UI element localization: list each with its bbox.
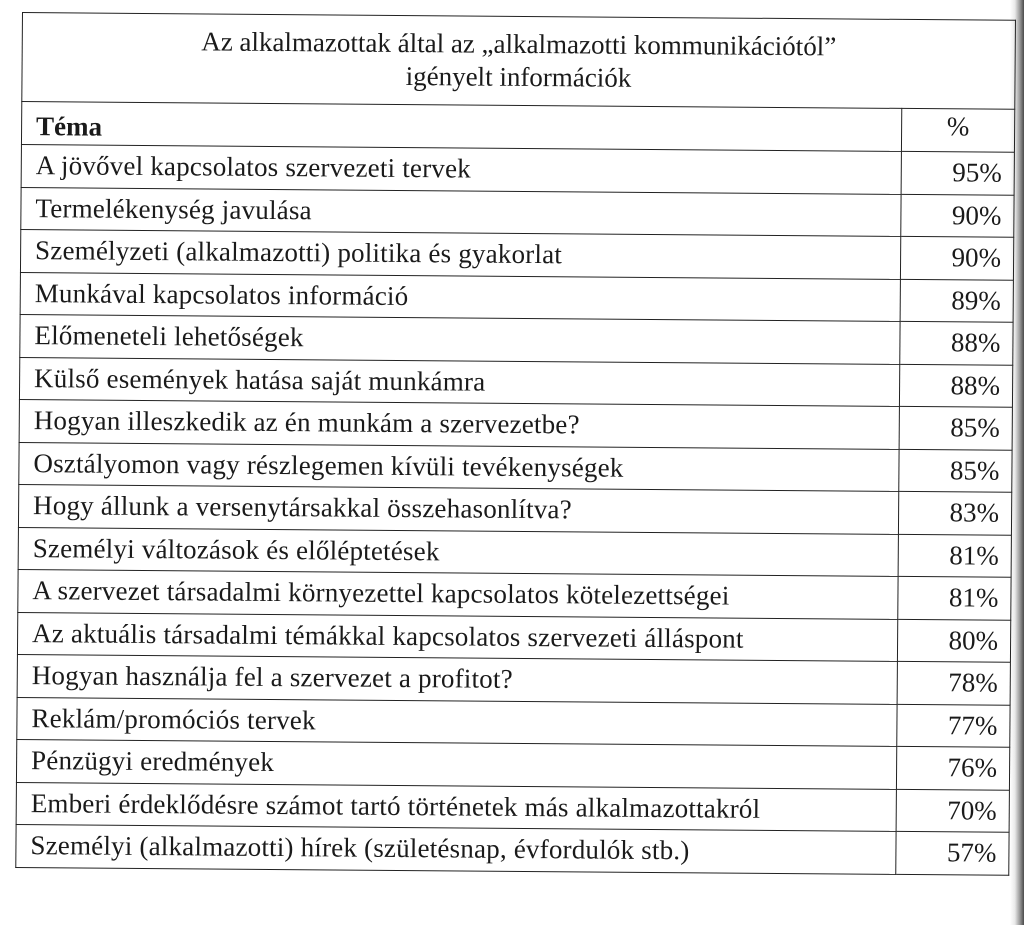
topic-cell: Pénzügyi eredmények	[16, 739, 896, 788]
table-title	[22, 13, 1016, 110]
percent-cell: 95%	[901, 151, 1014, 194]
topic-cell: Munkával kapcsolatos információ	[20, 272, 900, 321]
table-title-line-2: igényelt információk	[405, 61, 632, 93]
column-header-percent: %	[901, 108, 1014, 152]
percent-cell: 78%	[897, 661, 1010, 704]
percent-cell: 88%	[900, 321, 1013, 364]
topic-cell: Külső események hatása saját munkámra	[19, 357, 899, 406]
topic-cell: Hogy állunk a versenytársakkal összehasonlítva?	[18, 484, 898, 533]
column-header-topic: Téma	[21, 102, 901, 152]
percent-cell: 90%	[900, 236, 1013, 279]
topic-cell: A jövővel kapcsolatos szervezeti tervek	[21, 144, 901, 193]
topic-cell: Osztályomon vagy részlegemen kívüli tevékenységek	[19, 442, 899, 491]
topic-cell: Reklám/promóciós tervek	[17, 697, 897, 746]
percent-cell: 80%	[897, 619, 1010, 662]
table-row	[16, 824, 1009, 874]
percent-cell: 81%	[898, 576, 1011, 619]
topic-cell: Hogyan illeszkedik az én munkám a szervezetbe?	[19, 399, 899, 448]
table-title-line-1: Az alkalmazottak által az „alkalmazotti kommunikációtól”	[201, 26, 837, 62]
topic-cell: Hogyan használja fel a szervezet a profitot?	[17, 654, 897, 703]
topic-cell: Termelékenység javulása	[21, 187, 901, 236]
percent-cell: 89%	[900, 279, 1013, 322]
topic-cell: Előmeneteli lehetőségek	[20, 314, 900, 363]
percent-cell: 77%	[897, 704, 1010, 747]
percent-cell: 85%	[899, 449, 1012, 492]
topic-cell: Emberi érdeklődésre számot tartó történetek más alkalmazottakról	[16, 782, 896, 831]
percent-cell: 88%	[899, 364, 1012, 407]
topic-cell: Személyi változások és előléptetések	[18, 527, 898, 576]
percent-cell: 83%	[898, 491, 1011, 534]
topic-cell: Személyzeti (alkalmazotti) politika és gyakorlat	[20, 229, 900, 278]
topic-cell: Az aktuális társadalmi témákkal kapcsolatos szervezeti álláspont	[17, 612, 897, 661]
percent-cell: 76%	[896, 746, 1009, 789]
percent-cell: 70%	[896, 789, 1009, 832]
topic-cell: Személyi (alkalmazotti) hírek (születésnap, évfordulók stb.)	[16, 824, 896, 873]
table-body	[16, 144, 1015, 874]
information-needs-table	[15, 12, 1016, 875]
percent-cell: 90%	[901, 194, 1014, 237]
percent-cell: 81%	[898, 534, 1011, 577]
percent-cell: 57%	[896, 831, 1009, 874]
percent-cell: 85%	[899, 406, 1012, 449]
topic-cell: A szervezet társadalmi környezettel kapcsolatos kötelezettségei	[18, 569, 898, 618]
